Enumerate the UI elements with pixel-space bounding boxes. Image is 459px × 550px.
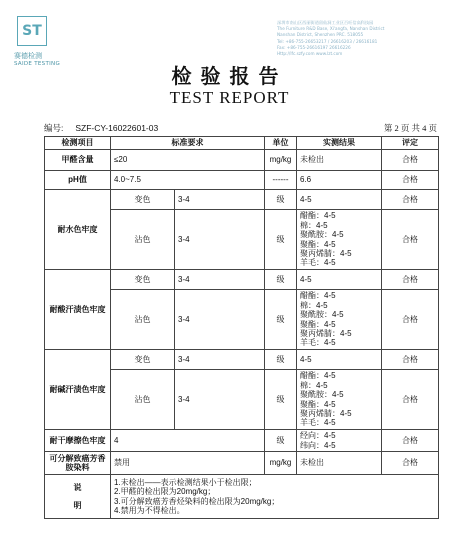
item-alkali-perspiration-fastness: 耐碱汗渍色牢度 <box>45 350 111 430</box>
address-line: The Furniture R&D Base, Xi'angfa, Nanshan District <box>277 26 385 32</box>
table-row <box>45 350 439 370</box>
result-cell <box>297 430 382 452</box>
requirement-cell: 3-4 <box>175 350 265 370</box>
requirement-cell: ≤20 <box>111 150 265 171</box>
unit-cell: mg/kg <box>265 150 297 171</box>
notes-label-1: 说 <box>73 483 82 492</box>
report-number <box>44 122 170 134</box>
unit-cell: 级 <box>265 190 297 210</box>
item-water-fastness: 耐水色牢度 <box>45 190 111 270</box>
item-ph: pH值 <box>45 171 111 190</box>
stain-result: 醋酯：4-5 <box>300 211 336 221</box>
result-cell: 4-5 <box>297 350 382 370</box>
item-formaldehyde: 甲醛含量 <box>45 150 111 171</box>
stain-result: 羊毛：4-5 <box>300 418 336 428</box>
header-requirement: 标准要求 <box>111 137 265 150</box>
logo-name-cn: 赛德检测 <box>14 52 42 60</box>
result-cell: 未检出 <box>297 150 382 171</box>
stain-result: 聚酯：4-5 <box>300 399 336 409</box>
item-azo-dyes: 可分解致癌芳香胺染料 <box>45 452 111 475</box>
sub-item-stain: 沾色 <box>111 290 175 350</box>
logo-name-en: SAIDE TESTING <box>14 61 61 67</box>
verdict-cell: 合格 <box>382 350 439 370</box>
page-info: 第 2 页 共 4 页 <box>383 123 437 133</box>
header-item: 检测项目 <box>45 137 111 150</box>
result-cell: 4-5 <box>297 270 382 290</box>
stain-result: 聚酰胺：4-5 <box>300 230 344 240</box>
header-unit: 单位 <box>265 137 297 150</box>
notes-label-2: 明 <box>73 500 82 510</box>
stain-result: 棉：4-5 <box>300 220 328 230</box>
requirement-cell: 3-4 <box>175 210 265 270</box>
verdict-cell: 合格 <box>382 370 439 430</box>
report-title-en: TEST REPORT <box>169 88 290 107</box>
stain-result: 棉：4-5 <box>300 380 328 390</box>
rubbing-result: 经向：4-5 <box>300 431 336 441</box>
stain-result: 聚丙烯腈：4-5 <box>300 248 352 258</box>
stain-result: 聚酯：4-5 <box>300 239 336 249</box>
stain-result: 醋酯：4-5 <box>300 371 336 381</box>
unit-cell: 级 <box>265 350 297 370</box>
verdict-cell: 合格 <box>382 150 439 171</box>
stain-result: 醋酯：4-5 <box>300 291 336 301</box>
table-row <box>45 171 439 190</box>
table-row <box>45 190 439 210</box>
requirement-cell: 4.0~7.5 <box>111 171 265 190</box>
verdict-cell: 合格 <box>382 452 439 475</box>
unit-cell: ------ <box>265 171 297 190</box>
sub-item-stain: 沾色 <box>111 210 175 270</box>
requirement-cell: 3-4 <box>175 270 265 290</box>
sub-item-change: 变色 <box>111 270 175 290</box>
result-cell <box>297 290 382 350</box>
report-number-label: 编号: <box>44 123 64 133</box>
requirement-cell: 3-4 <box>175 190 265 210</box>
unit-cell: 级 <box>265 290 297 350</box>
company-address <box>277 20 447 57</box>
test-results-table <box>44 136 439 519</box>
result-cell <box>297 370 382 430</box>
unit-cell: 级 <box>265 430 297 452</box>
item-dry-rubbing-fastness: 耐干摩擦色牢度 <box>45 430 111 452</box>
result-cell <box>297 210 382 270</box>
rubbing-result: 纬向：4-5 <box>300 440 336 450</box>
result-cell: 未检出 <box>297 452 382 475</box>
result-cell: 4-5 <box>297 190 382 210</box>
unit-cell: mg/kg <box>265 452 297 475</box>
stain-result: 聚酯：4-5 <box>300 319 336 329</box>
notes-content <box>111 475 439 519</box>
note-line: 4.禁用为不得检出。 <box>114 505 185 515</box>
requirement-cell: 4 <box>111 430 265 452</box>
verdict-cell: 合格 <box>382 270 439 290</box>
stain-result: 棉：4-5 <box>300 300 328 310</box>
stain-result: 聚酰胺：4-5 <box>300 390 344 400</box>
table-row <box>45 270 439 290</box>
verdict-cell: 合格 <box>382 171 439 190</box>
requirement-cell: 3-4 <box>175 370 265 430</box>
report-title-cn: 检验报告 <box>171 64 288 88</box>
requirement-cell: 3-4 <box>175 290 265 350</box>
address-line: Nanshan District, Shenzhen PRC. 518055 <box>277 32 364 38</box>
logo-mark: ST <box>17 16 47 46</box>
header-verdict: 评定 <box>382 137 439 150</box>
report-number-value: SZF-CY-16022601-03 <box>75 123 159 133</box>
item-acid-perspiration-fastness: 耐酸汗渍色牢度 <box>45 270 111 350</box>
sub-item-change: 变色 <box>111 350 175 370</box>
table-header-row <box>45 137 439 150</box>
verdict-cell: 合格 <box>382 430 439 452</box>
sub-item-change: 变色 <box>111 190 175 210</box>
stain-result: 羊毛：4-5 <box>300 338 336 348</box>
requirement-cell: 禁用 <box>111 452 265 475</box>
note-line: 1.未检出——表示检测结果小于检出限； <box>114 477 257 487</box>
unit-cell: 级 <box>265 370 297 430</box>
sub-item-stain: 沾色 <box>111 370 175 430</box>
header-result: 实测结果 <box>297 137 382 150</box>
address-line: Http://lfc.szfy.com www.lzt.com <box>277 51 343 57</box>
table-row <box>45 430 439 452</box>
notes-row <box>45 475 439 519</box>
stain-result: 聚酰胺：4-5 <box>300 310 344 320</box>
verdict-cell: 合格 <box>382 210 439 270</box>
note-line: 2.甲醛的检出限为20mg/kg； <box>114 487 216 497</box>
verdict-cell: 合格 <box>382 290 439 350</box>
address-line: Tel: +86-755-26653217 / 26616203 / 26616181 <box>277 38 378 44</box>
note-line: 3.可分解致癌芳香烃染料的检出限为20mg/kg； <box>114 496 280 506</box>
table-row <box>45 452 439 475</box>
stain-result: 聚丙烯腈：4-5 <box>300 408 352 418</box>
stain-result: 聚丙烯腈：4-5 <box>300 328 352 338</box>
notes-label <box>45 475 111 519</box>
unit-cell: 级 <box>265 210 297 270</box>
stain-result: 羊毛：4-5 <box>300 258 336 268</box>
result-cell: 6.6 <box>297 171 382 190</box>
address-line: Fax: +86-755-26616197 26616226 <box>277 44 351 50</box>
verdict-cell: 合格 <box>382 190 439 210</box>
table-row <box>45 150 439 171</box>
address-line: 深圳市南山区西丽街道留仙洞工业区百旺信高科技园 <box>277 20 374 25</box>
unit-cell: 级 <box>265 270 297 290</box>
